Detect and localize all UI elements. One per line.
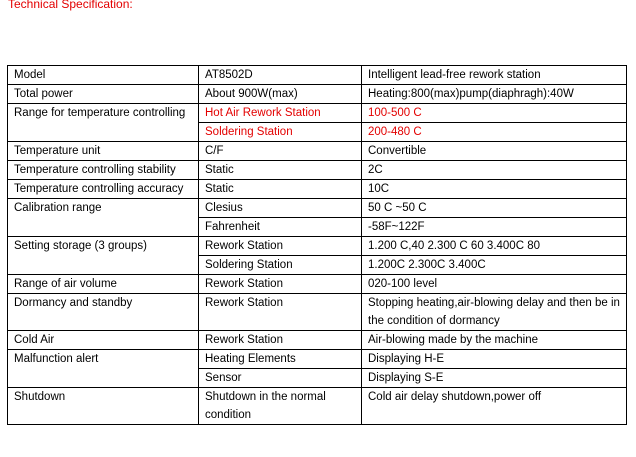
setting-cell: Rework Station — [199, 331, 362, 350]
setting-cell: Heating Elements — [199, 350, 362, 369]
setting-cell: About 900W(max) — [199, 85, 362, 104]
param-cell: Total power — [8, 85, 199, 104]
value-cell: 2C — [362, 161, 627, 180]
table-row — [8, 350, 627, 369]
table-row — [8, 275, 627, 294]
setting-cell: C/F — [199, 142, 362, 161]
param-cell: Malfunction alert — [8, 350, 199, 388]
setting-cell: Rework Station — [199, 294, 362, 331]
param-cell: Shutdown — [8, 388, 199, 425]
table-row — [8, 388, 627, 425]
table-row — [8, 161, 627, 180]
spec-table — [7, 65, 627, 425]
value-cell: Displaying S-E — [362, 369, 627, 388]
value-cell: 200-480 C — [362, 123, 627, 142]
value-cell: 50 C ~50 C — [362, 199, 627, 218]
param-cell: Temperature unit — [8, 142, 199, 161]
table-row — [8, 104, 627, 123]
value-cell: 1.200C 2.300C 3.400C — [362, 256, 627, 275]
table-row — [8, 180, 627, 199]
setting-cell: Sensor — [199, 369, 362, 388]
setting-cell: Soldering Station — [199, 123, 362, 142]
table-row — [8, 331, 627, 350]
table-row — [8, 142, 627, 161]
table-row — [8, 66, 627, 85]
setting-cell: Rework Station — [199, 275, 362, 294]
value-cell: Heating:800(max)pump(diaphragh):40W — [362, 85, 627, 104]
param-cell: Cold Air — [8, 331, 199, 350]
setting-cell: Rework Station — [199, 237, 362, 256]
setting-cell: Soldering Station — [199, 256, 362, 275]
setting-cell: AT8502D — [199, 66, 362, 85]
value-cell: 10C — [362, 180, 627, 199]
section-title: Technical Specification: — [8, 0, 133, 11]
value-cell: Cold air delay shutdown,power off — [362, 388, 627, 425]
param-cell: Temperature controlling accuracy — [8, 180, 199, 199]
table-row — [8, 85, 627, 104]
setting-cell: Static — [199, 161, 362, 180]
table-row — [8, 237, 627, 256]
value-cell: Air-blowing made by the machine — [362, 331, 627, 350]
setting-cell: Shutdown in the normal condition — [199, 388, 362, 425]
value-cell: 020-100 level — [362, 275, 627, 294]
setting-cell: Static — [199, 180, 362, 199]
value-cell: Displaying H-E — [362, 350, 627, 369]
param-cell: Range for temperature controlling — [8, 104, 199, 142]
param-cell: Model — [8, 66, 199, 85]
value-cell: Stopping heating,air-blowing delay and then be in the condition of dormancy — [362, 294, 627, 331]
param-cell: Dormancy and standby — [8, 294, 199, 331]
value-cell: Convertible — [362, 142, 627, 161]
setting-cell: Clesius — [199, 199, 362, 218]
value-cell: 100-500 C — [362, 104, 627, 123]
table-row — [8, 199, 627, 218]
setting-cell: Fahrenheit — [199, 218, 362, 237]
param-cell: Calibration range — [8, 199, 199, 237]
value-cell: Intelligent lead-free rework station — [362, 66, 627, 85]
param-cell: Range of air volume — [8, 275, 199, 294]
table-row — [8, 294, 627, 331]
value-cell: 1.200 C,40 2.300 C 60 3.400C 80 — [362, 237, 627, 256]
param-cell: Temperature controlling stability — [8, 161, 199, 180]
value-cell: -58F~122F — [362, 218, 627, 237]
param-cell: Setting storage (3 groups) — [8, 237, 199, 275]
setting-cell: Hot Air Rework Station — [199, 104, 362, 123]
